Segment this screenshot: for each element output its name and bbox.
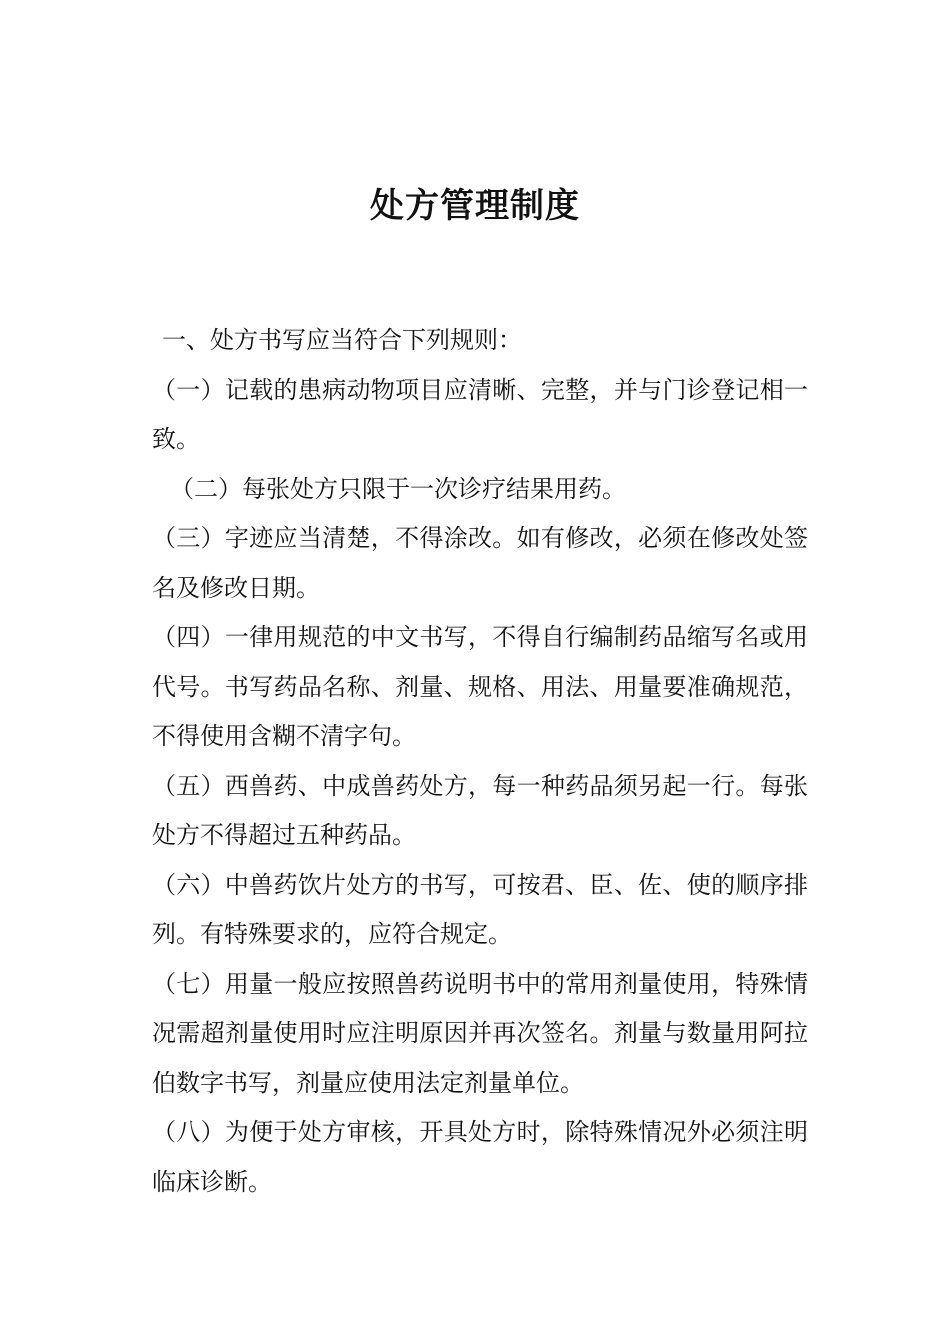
rule-item-2: （二）每张处方只限于一次诊疗结果用药。 xyxy=(170,474,626,503)
document-title: 处方管理制度 xyxy=(370,186,580,226)
rule-item-7: （七）用量一般应按照兽药说明书中的常用剂量使用，特殊情况需超剂量使用时应注明原因并再次签名。剂量与数量用阿拉伯数字书写，剂量应使用法定剂量单位。 xyxy=(152,969,808,1097)
rule-item-4: （四）一律用规范的中文书写，不得自行编制药品缩写名或用代号。书写药品名称、剂量、规格、用法、用量要准确规范，不得使用含糊不清字句。 xyxy=(152,623,808,750)
rule-item-6: （六）中兽药饮片处方的书写，可按君、臣、佐、使的顺序排列。有特殊要求的，应符合规定。 xyxy=(152,870,808,948)
rule-item-3: （三）字迹应当清楚，不得涂改。如有修改，必须在修改处签名及修改日期。 xyxy=(152,524,808,602)
section-heading: 一、处方书写应当符合下列规则： xyxy=(162,326,522,354)
rule-item-5: （五）西兽药、中成兽药处方，每一种药品须另起一行。每张处方不得超过五种药品。 xyxy=(152,771,808,849)
rule-item-8: （八）为便于处方审核，开具处方时，除特殊情况外必须注明临床诊断。 xyxy=(152,1118,808,1196)
document-body xyxy=(146,316,808,1207)
rule-item-1: （一）记载的患病动物项目应清晰、完整，并与门诊登记相一致。 xyxy=(152,375,808,453)
